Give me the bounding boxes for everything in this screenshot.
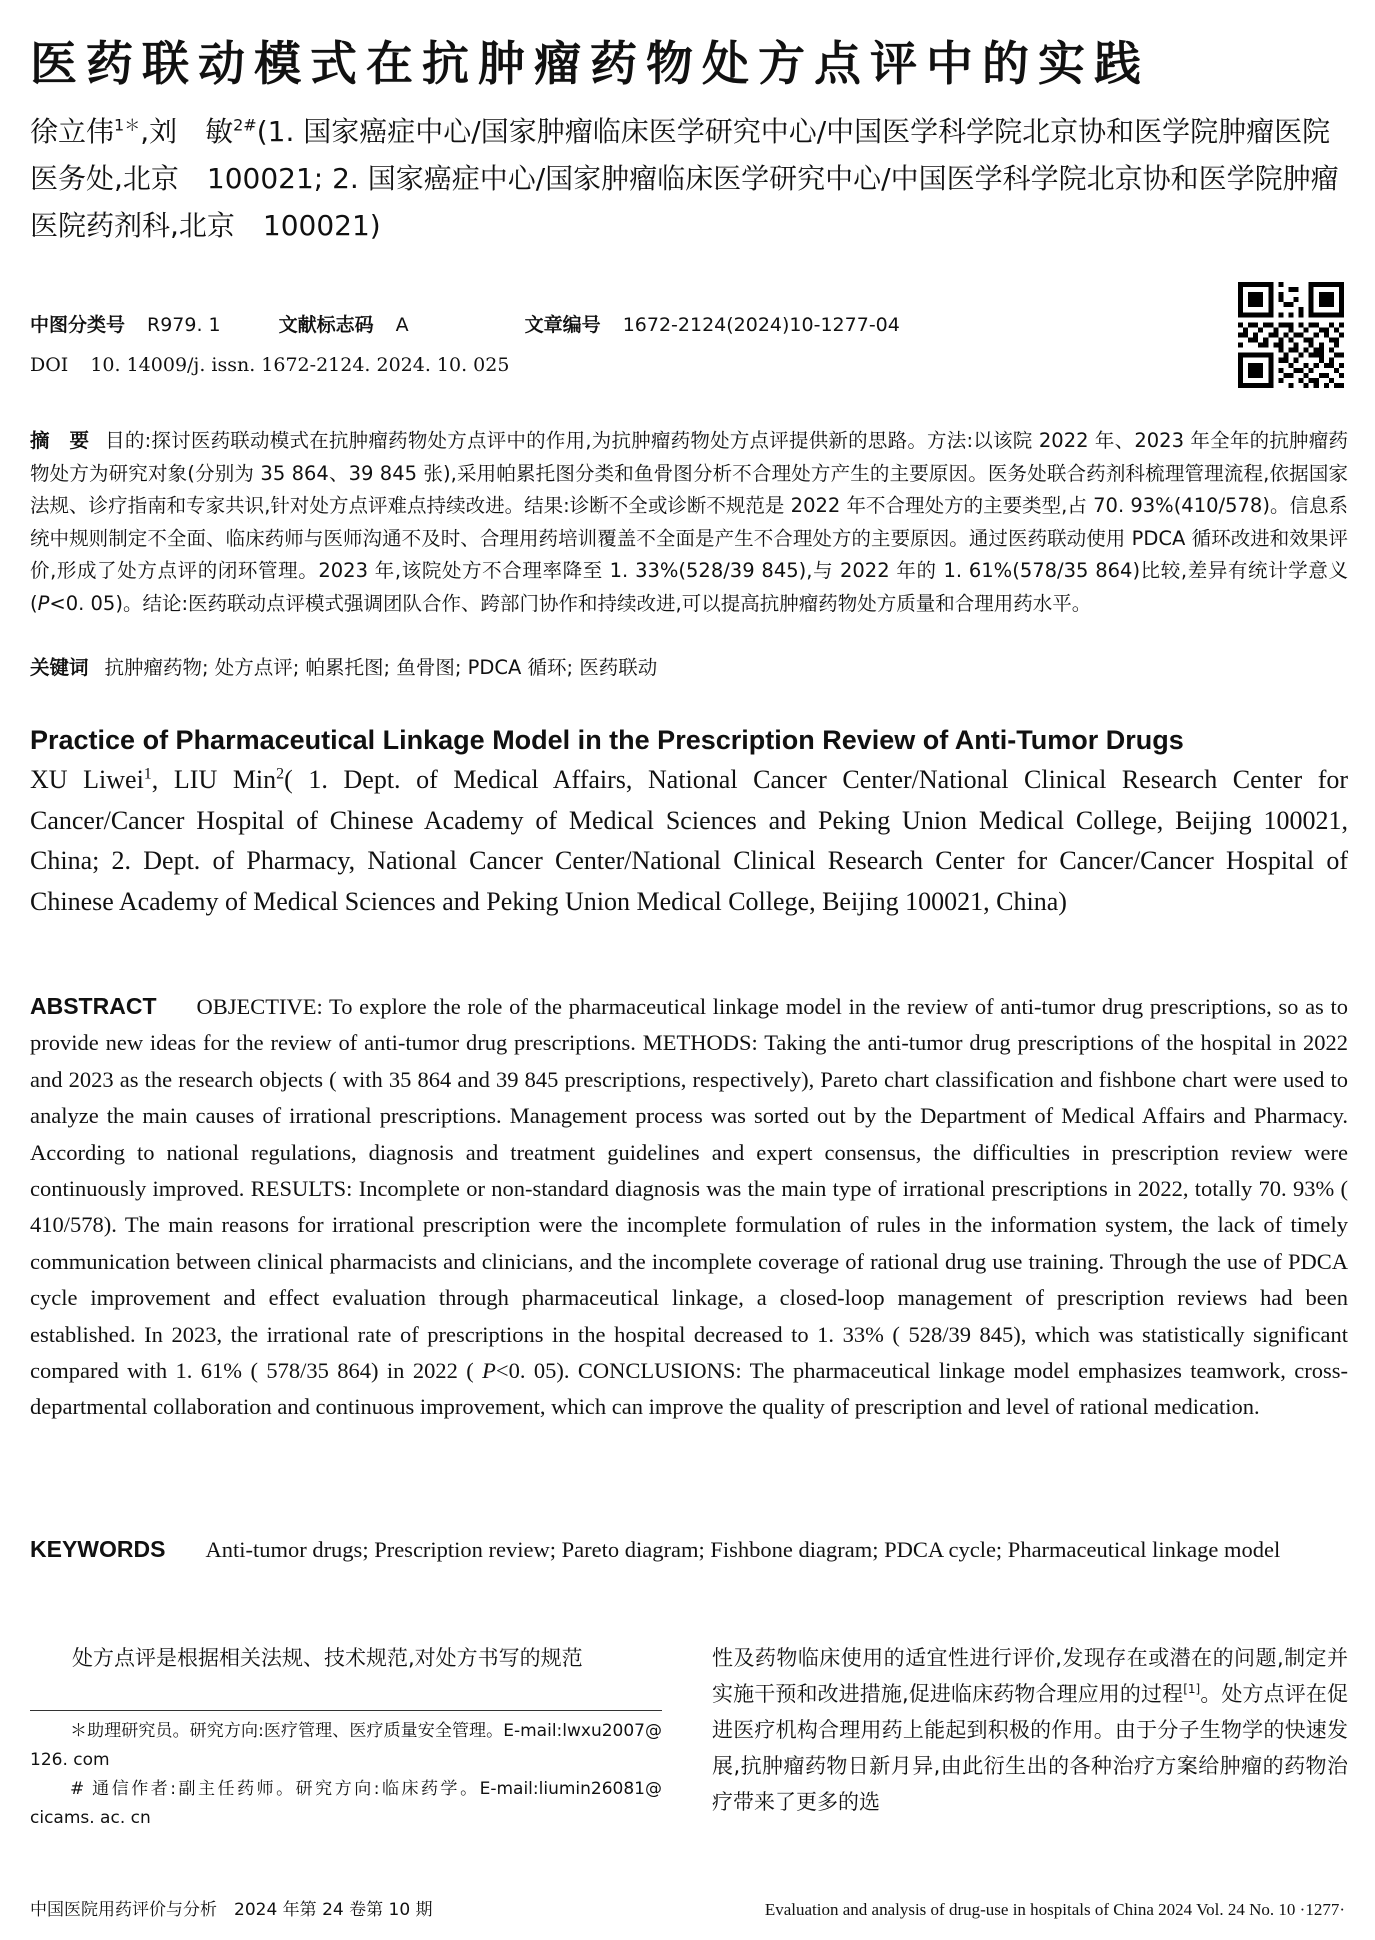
- abstract-en: ABSTRACT OBJECTIVE: To explore the role of the pharmaceutical linkage model in the review of anti-tumor drug prescriptions, so as to provide new ideas for the review of anti-tumor drug prescriptions. METHODS: Taking the anti-tumor drug prescriptions of the hospital in 2022 and 2023 as the research objects ( with 35 864 and 39 845 prescriptions, respectively), Pareto chart classification and fishbone chart were used to analyze the main causes of irrational prescriptions. Management process was sorted out by the Department of Medical Affairs and Pharmacy. According to national regulations, diagnosis and treatment guidelines and expert consensus, the difficulties in prescription review were continuously improved. RESULTS: Incomplete or non-standard diagnosis was the main type of irrational prescriptions in 2022, totally 70. 93% ( 410/578). The main reasons for irrational prescription were the incomplete formulation of rules in the information system, the lack of timely communication between clinical pharmacists and clinicians, and the incomplete coverage of rational drug use training. Through the use of PDCA cycle improvement and effect evaluation through pharmaceutical linkage, a closed-loop management of prescription reviews had been established. In 2023, the irrational rate of prescriptions in the hospital decreased to 1. 33% ( 528/39 845), which was statistically significant compared with 1. 61% ( 578/35 864) in 2022 ( P<0. 05). CONCLUSIONS: The pharmaceutical linkage model emphasizes teamwork, cross-departmental collaboration and continuous improvement, which can improve the quality of prescription and level of rational medication.: [30, 993, 1348, 1420]
- affiliation-cn: (1. 国家癌症中心/国家肿瘤临床医学研究中心/中国医学科学院北京协和医学院肿瘤医院医务处,北京 100021; 2. 国家癌症中心/国家肿瘤临床医学研究中心/中国医学科学院北京协和医学院肿瘤医院药剂科,北京 100021): [30, 115, 1339, 242]
- affiliation-en: ( 1. Dept. of Medical Affairs, National Cancer Center/National Clinical Research Center for Cancer/Cancer Hospital of Chinese Academy of Medical Sciences and Peking Union Medical College, Beijing 100021, China; 2. Dept. of Pharmacy, National Cancer Center/National Clinical Research Center for Cancer/Cancer Hospital of Chinese Academy of Medical Sciences and Peking Union Medical College, Beijing 100021, China): [30, 765, 1349, 916]
- keywords-cn-text: 抗肿瘤药物; 处方点评; 帕累托图; 鱼骨图; PDCA 循环; 医药联动: [104, 656, 658, 679]
- keywords-en: [30, 1531, 1348, 1568]
- doi-value: 10. 14009/j. issn. 1672-2124. 2024. 10. 025: [90, 354, 510, 376]
- author-1-cn-sup: 1＊: [114, 115, 141, 135]
- footnote-1: ＊助理研究员。研究方向:医疗管理、医疗质量安全管理。E-mail:lwxu2007@ 126. com: [30, 1721, 662, 1770]
- author-1-en-sup: 1: [143, 765, 152, 783]
- author-line-cn: 徐立伟$^{1*}$,刘 敏$^{2\#}$(1. 国家癌症中心/国家肿瘤临床医学研究中心/中国医学科学院北京协和医学院肿瘤医院医务处,北京 100021; 2. 国家癌症中心/国家肿瘤临床医学研究中心/中国医学科学院北京协和医学院肿瘤医院药剂科,北京 100021): [30, 115, 1339, 242]
- keywords-cn: [30, 652, 1348, 685]
- citation-ref: [1]: [1183, 1682, 1201, 1696]
- author-line-en: XU Liwei$^1$, LIU Min$^2$( 1. Dept. of Medical Affairs, National Cancer Center/National Clinical Research Center for Cancer/Cancer Hospital of Chinese Academy of Medical Sciences and Peking Union Medical College, Beijing 100021, China; 2. Dept. of Pharmacy, National Cancer Center/National Clinical Research Center for Cancer/Cancer Hospital of Chinese Academy of Medical Sciences and Peking Union Medical College, Beijing 100021, China): [30, 765, 1349, 916]
- doi-label: DOI: [30, 354, 69, 376]
- english-title: Practice of Pharmaceutical Linkage Model in the Prescription Review of Anti-Tumor Drugs: [30, 725, 1184, 755]
- footnote-2: # 通信作者:副主任药师。研究方向:临床药学。E-mail:liumin26081@ cicams. ac. cn: [30, 1779, 662, 1828]
- author-2-cn: 刘 敏: [149, 115, 234, 148]
- article-no-label: 文章编号: [524, 314, 601, 336]
- doi-line: [30, 350, 509, 380]
- author-1-cn: 徐立伟: [30, 115, 115, 148]
- author-1-en: XU Liwei: [30, 765, 144, 794]
- article-no-value: 1672-2124(2024)10-1277-04: [622, 314, 900, 336]
- author-2-en-sup: 2: [276, 765, 285, 783]
- keywords-en-text: Anti-tumor drugs; Prescription review; Pareto diagram; Fishbone diagram; PDCA cycle; Pharmaceutical linkage model: [205, 1537, 1281, 1562]
- doc-code-label: 文献标志码: [278, 314, 374, 336]
- qr-code-icon: [1238, 282, 1344, 388]
- author-2-en: LIU Min: [173, 765, 277, 794]
- footer-journal-cn: 中国医院用药评价与分析 2024 年第 24 卷第 10 期: [30, 1900, 433, 1920]
- abstract-en-label: ABSTRACT: [30, 993, 157, 1019]
- body-text-right: 性及药物临床使用的适宜性进行评价,发现存在或潜在的问题,制定并实施干预和改进措施,促进临床药物合理应用的过程[1]。处方点评在促进医疗机构合理用药上能起到积极的作用。由于分子生物学的快速发展,抗肿瘤药物日新月异,由此衍生出的各种治疗方案给肿瘤的药物治疗带来了更多的选: [712, 1646, 1348, 1814]
- clc-value: R979. 1: [147, 314, 221, 336]
- clc-label: 中图分类号: [30, 314, 126, 336]
- body-text-left: 处方点评是根据相关法规、技术规范,对处方书写的规范: [72, 1646, 583, 1670]
- footnote-divider: [30, 1710, 662, 1711]
- doc-code-value: A: [395, 314, 409, 336]
- keywords-cn-label: 关键词: [30, 656, 89, 679]
- footer-journal-en: Evaluation and analysis of drug-use in hospitals of China 2024 Vol. 24 No. 10 ·1277·: [764, 1900, 1345, 1919]
- page-title: 医药联动模式在抗肿瘤药物处方点评中的实践: [30, 37, 1150, 92]
- classification-line: [30, 310, 900, 340]
- keywords-en-label: KEYWORDS: [30, 1536, 166, 1562]
- author-2-cn-sup: 2#: [233, 115, 257, 135]
- abstract-cn-label: 摘 要: [30, 429, 90, 452]
- abstract-cn: 摘 要 目的:探讨医药联动模式在抗肿瘤药物处方点评中的作用,为抗肿瘤药物处方点评提供新的思路。方法:以该院 2022 年、2023 年全年的抗肿瘤药物处方为研究对象(分别为 35 864、39 845 张),采用帕累托图分类和鱼骨图分析不合理处方产生的主要原因。医务处联合药剂科梳理管理流程,依据国家法规、诊疗指南和专家共识,针对处方点评难点持续改进。结果:诊断不全或诊断不规范是 2022 年不合理处方的主要类型,占 70. 93%(410/578)。信息系统中规则制定不全面、临床药师与医师沟通不及时、合理用药培训覆盖不全面是产生不合理处方的主要原因。通过医药联动使用 PDCA 循环改进和效果评价,形成了处方点评的闭环管理。2023 年,该院处方不合理率降至 1. 33%(528/39 845),与 2022 年的 1. 61%(578/35 864)比较,差异有统计学意义(P<0. 05)。结论:医药联动点评模式强调团队合作、跨部门协作和持续改进,可以提高抗肿瘤药物处方质量和合理用药水平。: [30, 429, 1348, 615]
